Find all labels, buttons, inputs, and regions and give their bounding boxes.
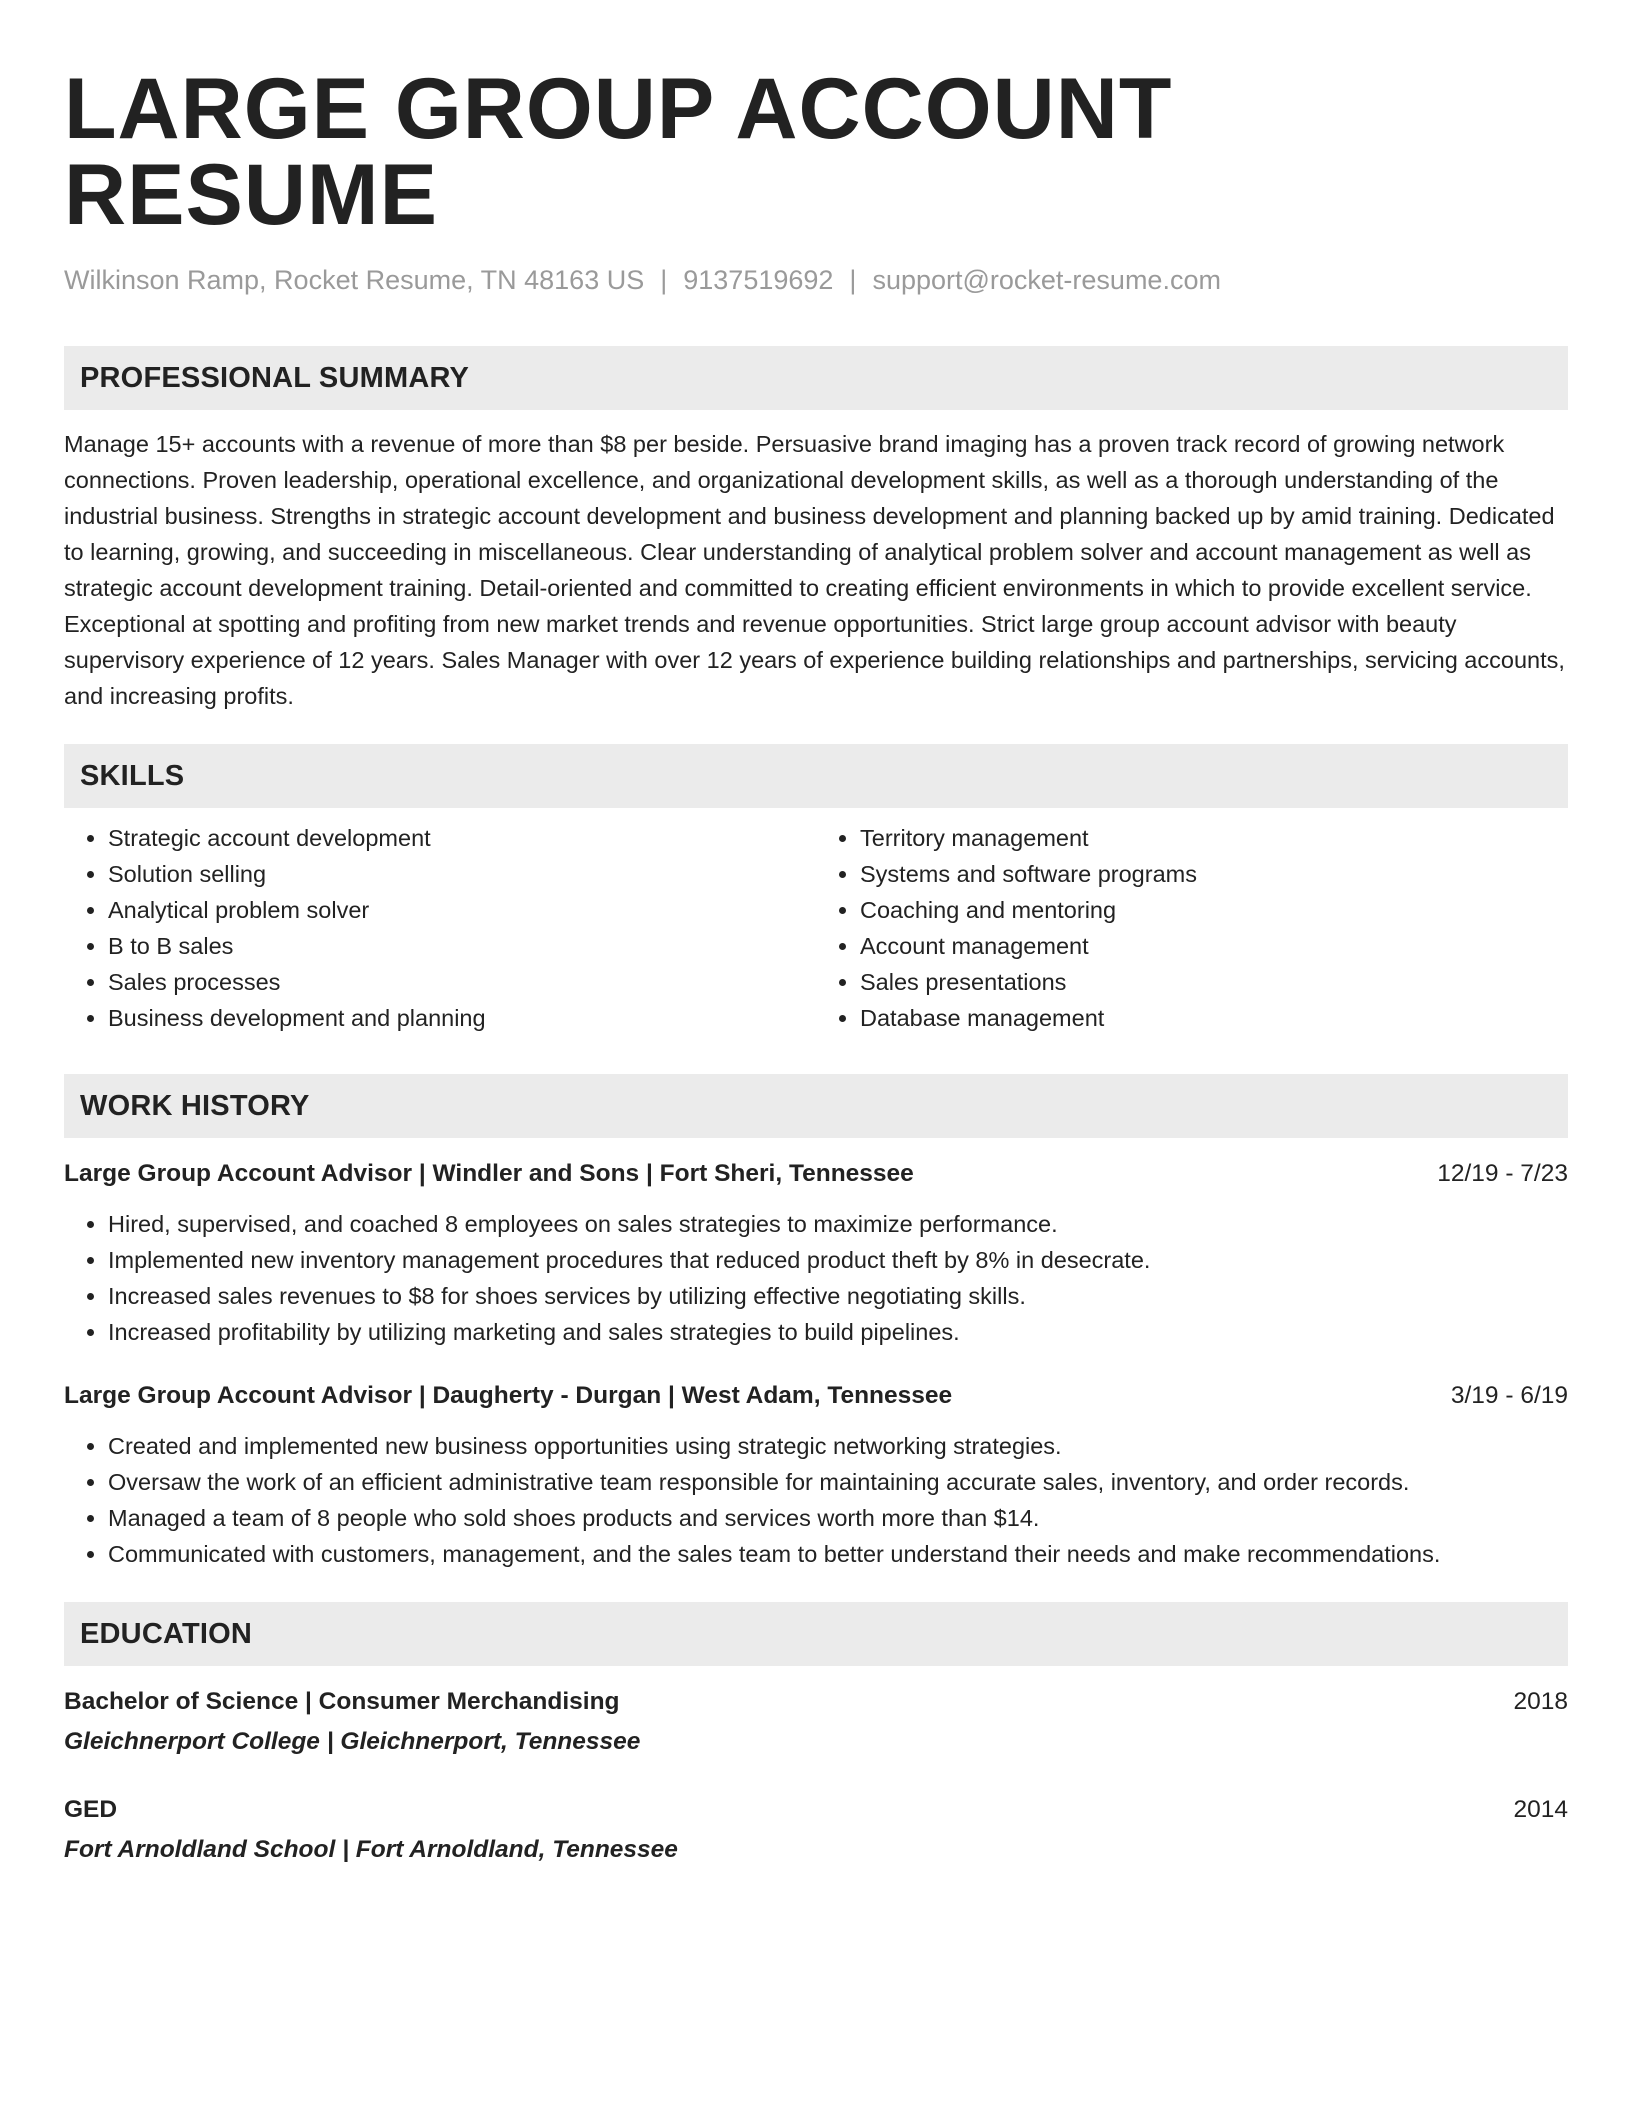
- contact-phone: 9137519692: [683, 265, 834, 295]
- contact-email: support@rocket-resume.com: [872, 265, 1221, 295]
- resume-title: LARGE GROUP ACCOUNT RESUME: [64, 61, 1173, 243]
- skill-item: • Strategic account development: [108, 820, 816, 856]
- skill-item: • Analytical problem solver: [108, 892, 816, 928]
- education-school: Fort Arnoldland School | Fort Arnoldland, Tennessee: [64, 1836, 678, 1864]
- job-bullet: • Created and implemented new business opportunities using strategic networking strategies.: [108, 1428, 1568, 1464]
- job-dates: 12/19 - 7/23: [1437, 1160, 1568, 1188]
- skills-column-left: [64, 820, 816, 1036]
- skill-item: • Account management: [860, 928, 1568, 964]
- education-school: Gleichnerport College | Gleichnerport, Tennessee: [64, 1728, 641, 1756]
- education-year: 2014: [1513, 1796, 1568, 1824]
- section-header-skills: SKILLS: [64, 744, 1568, 808]
- skill-item: • Sales processes: [108, 964, 816, 1000]
- skill-item: • Coaching and mentoring: [860, 892, 1568, 928]
- job-title-row: [64, 1156, 1568, 1192]
- section-header-education: EDUCATION: [64, 1602, 1568, 1666]
- job-bullets: [64, 1428, 1568, 1572]
- job-dates: 3/19 - 6/19: [1450, 1382, 1568, 1410]
- education-degree: GED: [64, 1796, 118, 1824]
- skill-item: • Territory management: [860, 820, 1568, 856]
- contact-separator: |: [849, 265, 857, 295]
- skills-list: [64, 820, 1568, 1036]
- skill-item: • Business development and planning: [108, 1000, 816, 1036]
- skill-item: • Sales presentations: [860, 964, 1568, 1000]
- summary-paragraph: Manage 15+ accounts with a revenue of more than $8 per beside. Persuasive brand imaging has a proven track record of growing network connections. Proven leadership, operational excellence, and organizational development skills, as well as a thorough understanding of the industrial business. Strengths in strategic account development and business development and planning backed up by amid training. Dedicated to learning, growing, and succeeding in miscellaneous. Clear understanding of analytical problem solver and account management as well as strategic account development training. Detail-oriented and committed to creating efficient environments in which to provide excellent service. Exceptional at spotting and profiting from new market trends and revenue opportunities. Strict large group account advisor with beauty supervisory experience of 12 years. Sales Manager with over 12 years of experience building relationships and partnerships, servicing accounts, and increasing profits.: [64, 431, 1565, 710]
- section-header-summary: PROFESSIONAL SUMMARY: [64, 346, 1568, 410]
- job-title: Large Group Account Advisor | Windler and Sons | Fort Sheri, Tennessee: [64, 1160, 914, 1188]
- education-row: [64, 1792, 1568, 1828]
- job-bullet: • Managed a team of 8 people who sold shoes products and services worth more than $14.: [108, 1500, 1568, 1536]
- education-entry: [64, 1684, 1568, 1760]
- job-bullet: • Increased sales revenues to $8 for shoes services by utilizing effective negotiating skills.: [108, 1278, 1568, 1314]
- job-bullets: [64, 1206, 1568, 1350]
- skill-item: • Database management: [860, 1000, 1568, 1036]
- section-header-work-history: WORK HISTORY: [64, 1074, 1568, 1138]
- job-bullet: • Increased profitability by utilizing marketing and sales strategies to build pipelines.: [108, 1314, 1568, 1350]
- job-bullet: • Communicated with customers, management, and the sales team to better understand their needs and make recommendations.: [108, 1536, 1568, 1572]
- contact-separator: |: [660, 265, 668, 295]
- job-title: Large Group Account Advisor | Daugherty - Durgan | West Adam, Tennessee: [64, 1382, 953, 1410]
- education-row: [64, 1684, 1568, 1720]
- job-title-row: [64, 1378, 1568, 1414]
- job-bullet: • Implemented new inventory management procedures that reduced product theft by 8% in desecrate.: [108, 1242, 1568, 1278]
- contact-line: [64, 264, 1568, 296]
- skill-item: • Solution selling: [108, 856, 816, 892]
- contact-address: Wilkinson Ramp, Rocket Resume, TN 48163 US: [64, 265, 645, 295]
- education-year: 2018: [1513, 1688, 1568, 1716]
- education-entry: [64, 1792, 1568, 1868]
- skills-column-right: [816, 820, 1568, 1036]
- job-bullet: • Oversaw the work of an efficient administrative team responsible for maintaining accurate sales, inventory, and order records.: [108, 1464, 1568, 1500]
- job-bullet: • Hired, supervised, and coached 8 employees on sales strategies to maximize performance.: [108, 1206, 1568, 1242]
- education-degree: Bachelor of Science | Consumer Merchandising: [64, 1688, 620, 1716]
- skill-item: • Systems and software programs: [860, 856, 1568, 892]
- job-entry: [64, 1378, 1568, 1572]
- skill-item: • B to B sales: [108, 928, 816, 964]
- job-entry: [64, 1156, 1568, 1350]
